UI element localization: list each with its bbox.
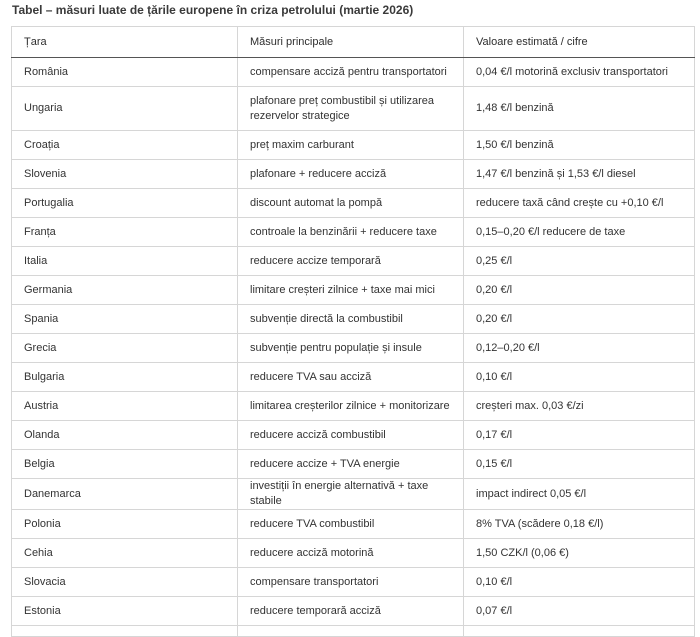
table-row	[12, 276, 695, 305]
table-row	[12, 363, 695, 392]
table-row	[12, 334, 695, 363]
cell-country: Cehia	[12, 539, 238, 568]
cell-measures: limitare creșteri zilnice + taxe mai mici	[238, 276, 464, 305]
header-measures: Măsuri principale	[238, 27, 464, 58]
cell-country: Estonia	[12, 597, 238, 626]
cell-country: Danemarca	[12, 479, 238, 510]
table-header	[12, 27, 695, 58]
cell-value: 0,20 €/l	[464, 276, 695, 305]
cell-country: România	[12, 58, 238, 87]
table-row	[12, 421, 695, 450]
cell-measures: reducere temporară acciză	[238, 597, 464, 626]
cell-value: 0,25 €/l	[464, 247, 695, 276]
table-row	[12, 247, 695, 276]
cell-measures: reducere TVA sau acciză	[238, 363, 464, 392]
cell-country: Italia	[12, 247, 238, 276]
cell-country: Grecia	[12, 334, 238, 363]
measures-table	[11, 26, 695, 637]
table-row	[12, 539, 695, 568]
header-row	[12, 27, 695, 58]
cell-value: 8% TVA (scădere 0,18 €/l)	[464, 510, 695, 539]
cell-country: Polonia	[12, 510, 238, 539]
table-caption: Tabel – măsuri luate de țările europene în criza petrolului (martie 2026)	[12, 3, 414, 17]
cell-empty	[464, 626, 695, 637]
header-value: Valoare estimată / cifre	[464, 27, 695, 58]
cell-country: Spania	[12, 305, 238, 334]
cell-value: 1,50 €/l benzină	[464, 131, 695, 160]
cell-country: Slovacia	[12, 568, 238, 597]
cell-value: 0,07 €/l	[464, 597, 695, 626]
table-row	[12, 218, 695, 247]
table-row	[12, 392, 695, 421]
table-row	[12, 131, 695, 160]
cell-measures: reducere acciză motorină	[238, 539, 464, 568]
cell-measures: compensare transportatori	[238, 568, 464, 597]
cell-empty	[238, 626, 464, 637]
cell-measures: preț maxim carburant	[238, 131, 464, 160]
table-row	[12, 450, 695, 479]
table-row	[12, 479, 695, 510]
cell-measures: reducere TVA combustibil	[238, 510, 464, 539]
cell-value: impact indirect 0,05 €/l	[464, 479, 695, 510]
cell-measures: plafonare + reducere acciză	[238, 160, 464, 189]
cell-country: Bulgaria	[12, 363, 238, 392]
cell-country: Slovenia	[12, 160, 238, 189]
table-row	[12, 305, 695, 334]
table-row	[12, 189, 695, 218]
cell-measures: discount automat la pompă	[238, 189, 464, 218]
cell-measures: subvenție directă la combustibil	[238, 305, 464, 334]
cell-country: Ungaria	[12, 87, 238, 131]
cell-measures: limitarea creșterilor zilnice + monitorizare	[238, 392, 464, 421]
cell-value: 0,10 €/l	[464, 568, 695, 597]
cell-value: 1,47 €/l benzină și 1,53 €/l diesel	[464, 160, 695, 189]
cell-value: reducere taxă când crește cu +0,10 €/l	[464, 189, 695, 218]
cell-measures: controale la benzinării + reducere taxe	[238, 218, 464, 247]
cell-value: 0,15–0,20 €/l reducere de taxe	[464, 218, 695, 247]
cell-measures: reducere accize temporară	[238, 247, 464, 276]
cell-value: 1,50 CZK/l (0,06 €)	[464, 539, 695, 568]
cell-country: Belgia	[12, 450, 238, 479]
cell-value: 0,15 €/l	[464, 450, 695, 479]
table-body	[12, 58, 695, 637]
table-row	[12, 510, 695, 539]
table-row	[12, 87, 695, 131]
cell-country: Germania	[12, 276, 238, 305]
cell-value: 0,12–0,20 €/l	[464, 334, 695, 363]
cell-value: 0,17 €/l	[464, 421, 695, 450]
cell-measures: reducere accize + TVA energie	[238, 450, 464, 479]
table-row	[12, 568, 695, 597]
cell-value: 0,10 €/l	[464, 363, 695, 392]
cell-country: Franța	[12, 218, 238, 247]
cell-measures: reducere acciză combustibil	[238, 421, 464, 450]
cell-value: creșteri max. 0,03 €/zi	[464, 392, 695, 421]
table-row	[12, 160, 695, 189]
cell-country: Croația	[12, 131, 238, 160]
cell-value: 0,20 €/l	[464, 305, 695, 334]
cell-measures: compensare acciză pentru transportatori	[238, 58, 464, 87]
cell-empty	[12, 626, 238, 637]
header-country: Țara	[12, 27, 238, 58]
cell-country: Austria	[12, 392, 238, 421]
cell-measures: investiții în energie alternativă + taxe stabile	[238, 479, 464, 510]
cell-country: Olanda	[12, 421, 238, 450]
table-row-partial	[12, 626, 695, 637]
table-row	[12, 597, 695, 626]
cell-country: Portugalia	[12, 189, 238, 218]
cell-measures: subvenție pentru populație și insule	[238, 334, 464, 363]
cell-value: 1,48 €/l benzină	[464, 87, 695, 131]
cell-measures: plafonare preț combustibil și utilizarea rezervelor strategice	[238, 87, 464, 131]
cell-value: 0,04 €/l motorină exclusiv transportatori	[464, 58, 695, 87]
table-row	[12, 58, 695, 87]
